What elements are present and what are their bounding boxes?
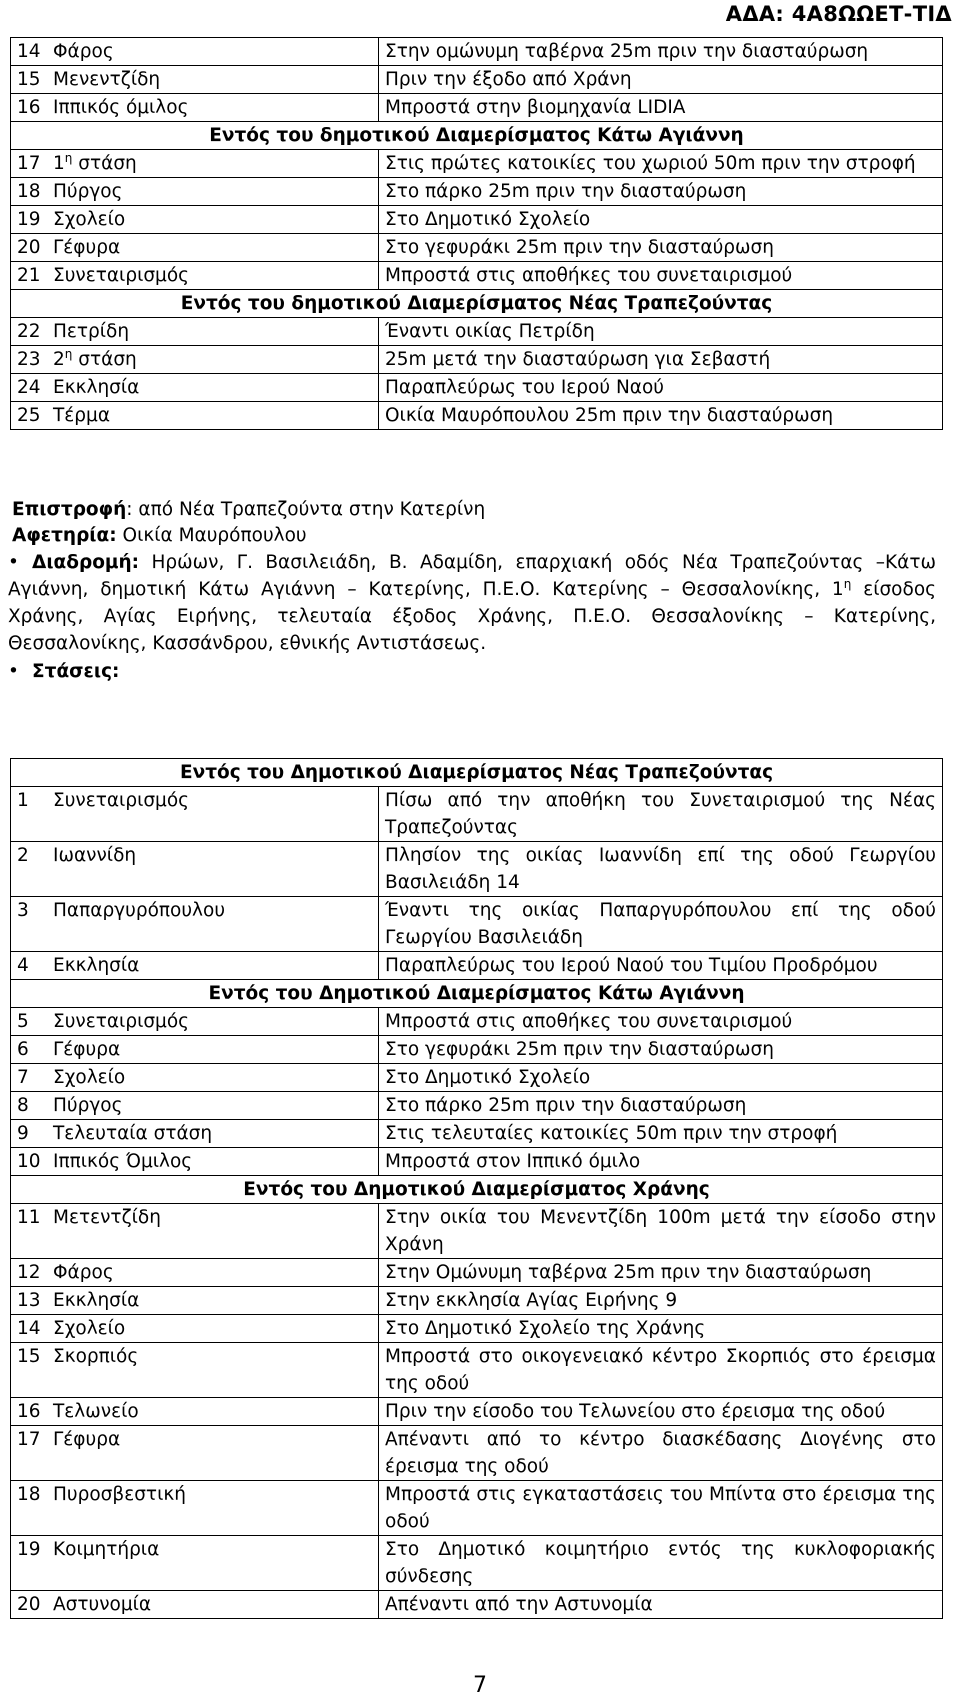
table-row (11, 94, 943, 122)
stop-number: 2 (17, 845, 29, 866)
stop-location: Στις πρώτες κατοικίες του χωριού 50m πριν την στροφή (379, 150, 943, 178)
stop-location: Παραπλεύρως του Ιερού Ναού του Τιμίου Προδρόμου (379, 952, 943, 980)
stop-cell (11, 402, 379, 430)
stop-name: Εκκλησία (53, 1290, 140, 1311)
stop-number: 23 (17, 349, 41, 370)
table-row (11, 206, 943, 234)
stop-number: 22 (17, 321, 41, 342)
page-number: 7 (473, 1673, 487, 1698)
stop-number: 14 (17, 1318, 41, 1339)
stop-location: Στο γεφυράκι 25m πριν την διασταύρωση (379, 234, 943, 262)
table-row (11, 842, 943, 897)
stop-location: Στο γεφυράκι 25m πριν την διασταύρωση (379, 1036, 943, 1064)
table-row (11, 178, 943, 206)
stop-cell (11, 1287, 379, 1315)
stops-table-return (10, 758, 943, 1619)
stop-cell (11, 1008, 379, 1036)
stop-cell (11, 38, 379, 66)
stop-number: 18 (17, 1484, 41, 1505)
stop-name: Σχολείο (53, 1318, 126, 1339)
stop-location: Πλησίον της οικίας Ιωαννίδη επί της οδού Γεωργίου Βασιλειάδη 14 (379, 842, 943, 897)
stop-cell (11, 1120, 379, 1148)
return-line (12, 497, 934, 523)
stop-cell (11, 952, 379, 980)
stop-number: 20 (17, 1594, 41, 1615)
stop-location: Παραπλεύρως του Ιερού Ναού (379, 374, 943, 402)
stop-cell (11, 842, 379, 897)
stop-cell (11, 66, 379, 94)
stop-name: Γέφυρα (53, 1429, 121, 1450)
stop-name: $2^\eta$ στάση (53, 346, 137, 370)
stop-number: 16 (17, 1401, 41, 1422)
stop-number: 16 (17, 97, 41, 118)
stop-location: Στις τελευταίες κατοικίες 50m πριν την στροφή (379, 1120, 943, 1148)
stop-cell (11, 206, 379, 234)
stop-location: Μπροστά στις αποθήκες του συνεταιρισμού (379, 262, 943, 290)
stop-number: 3 (17, 900, 29, 921)
stop-location: Πίσω από την αποθήκη του Συνεταιρισμού της Νέας Τραπεζούντας (379, 787, 943, 842)
stop-name: Εκκλησία (53, 377, 140, 398)
table-row (11, 234, 943, 262)
stop-location: Πριν την έξοδο από Χράνη (379, 66, 943, 94)
stop-location: Στην οικία του Μενεντζίδη 100m μετά την είσοδο στην Χράνη (379, 1204, 943, 1259)
stop-number: 6 (17, 1039, 29, 1060)
stop-number: 17 (17, 1429, 41, 1450)
section-heading-row (11, 122, 943, 150)
stop-cell (11, 787, 379, 842)
stops-table-outbound (10, 37, 943, 430)
section-heading-row (11, 290, 943, 318)
table-row (11, 1343, 943, 1398)
stop-name: Γέφυρα (53, 237, 121, 258)
stop-location: Μπροστά στο οικογενειακό κέντρο Σκορπιός στο έρεισμα της οδού (379, 1343, 943, 1398)
bullet-icon: • (8, 661, 19, 682)
stop-cell (11, 346, 379, 374)
route-text: Ηρώων, Γ. Βασιλειάδη, Β. Αδαμίδη, επαρχιακή οδός Νέα Τραπεζούντας –Κάτω Αγιάννη, δημοτική Κάτω Αγιάννη – Κατερίνης, Π.Ε.Ο. Κατερίνης – Θεσσαλονίκης, $1^\eta$ είσοδος Χράνης, Αγίας Ειρήνης, τελευταία έξοδος Χράνης, Π.Ε.Ο. Θεσσαλονίκης – Κατερίνης, Θεσσαλονίκης, Κασσάνδρου, εθνικής Αντιστάσεως. (8, 552, 936, 654)
table-row (11, 1064, 943, 1092)
table-row (11, 952, 943, 980)
stop-cell (11, 150, 379, 178)
stop-cell (11, 1315, 379, 1343)
stop-name: Φάρος (53, 1262, 114, 1283)
stop-location: Στο Δημοτικό κοιμητήριο εντός της κυκλοφοριακής σύνδεσης (379, 1536, 943, 1591)
stop-number: 19 (17, 1539, 41, 1560)
stop-cell (11, 897, 379, 952)
table-row (11, 897, 943, 952)
route-label: Διαδρομή: (32, 552, 140, 573)
stop-number: 7 (17, 1067, 29, 1088)
stop-number: 5 (17, 1011, 29, 1032)
table-row (11, 1287, 943, 1315)
stop-location: Απέναντι από το κέντρο διασκέδασης Διογένης στο έρεισμα της οδού (379, 1426, 943, 1481)
stop-location: Στην Ομώνυμη ταβέρνα 25m πριν την διασταύρωση (379, 1259, 943, 1287)
table-row (11, 1259, 943, 1287)
stop-location: Στο Δημοτικό Σχολείο της Χράνης (379, 1315, 943, 1343)
stop-location: Μπροστά στις εγκαταστάσεις του Μπίντα στο έρεισμα της οδού (379, 1481, 943, 1536)
stop-number: 1 (17, 790, 29, 811)
start-text: Οικία Μαυρόπουλου (116, 525, 307, 546)
bullet-icon: • (8, 552, 19, 573)
stop-name: Πυροσβεστική (53, 1484, 186, 1505)
stops-label: Στάσεις: (32, 661, 120, 682)
stop-cell (11, 1259, 379, 1287)
table-row (11, 150, 943, 178)
stop-number: 14 (17, 41, 41, 62)
stop-number: 24 (17, 377, 41, 398)
route-paragraph (8, 549, 936, 657)
stop-name: Σχολείο (53, 209, 126, 230)
table-row (11, 1120, 943, 1148)
stop-name: $1^\eta$ στάση (53, 150, 137, 174)
stop-number: 10 (17, 1151, 41, 1172)
stop-location: Οικία Μαυρόπουλου 25m πριν την διασταύρωση (379, 402, 943, 430)
stop-number: 25 (17, 405, 41, 426)
stop-location: Απέναντι από την Αστυνομία (379, 1591, 943, 1619)
stop-name: Φάρος (53, 41, 114, 62)
stop-cell (11, 1591, 379, 1619)
table-row (11, 1148, 943, 1176)
stop-location: Πριν την είσοδο του Τελωνείου στο έρεισμα της οδού (379, 1398, 943, 1426)
stop-cell (11, 178, 379, 206)
stop-number: 19 (17, 209, 41, 230)
stop-number: 20 (17, 237, 41, 258)
stop-cell (11, 1426, 379, 1481)
stop-cell (11, 1343, 379, 1398)
stop-name: Πετρίδη (53, 321, 130, 342)
table-row (11, 1426, 943, 1481)
stop-cell (11, 1092, 379, 1120)
stop-cell (11, 318, 379, 346)
table-row (11, 1036, 943, 1064)
return-text: : από Νέα Τραπεζούντα στην Κατερίνη (126, 499, 486, 520)
stop-name: Τελωνείο (53, 1401, 139, 1422)
stop-name: Συνεταιρισμός (53, 790, 189, 811)
stop-location: Στην ομώνυμη ταβέρνα 25m πριν την διασταύρωση (379, 38, 943, 66)
stop-name: Συνεταιρισμός (53, 265, 189, 286)
stop-location: Έναντι της οικίας Παπαργυρόπουλου επί της οδού Γεωργίου Βασιλειάδη (379, 897, 943, 952)
stop-name: Σχολείο (53, 1067, 126, 1088)
stop-cell (11, 1398, 379, 1426)
table-row (11, 346, 943, 374)
stop-name: Ιππικός Όμιλος (53, 1151, 193, 1172)
stop-number: 15 (17, 1346, 41, 1367)
section-heading: Εντός του δημοτικού Διαμερίσματος Κάτω Αγιάννη (11, 122, 943, 150)
stop-name: Μετεντζίδη (53, 1207, 161, 1228)
table-row (11, 1591, 943, 1619)
stop-name: Γέφυρα (53, 1039, 121, 1060)
stop-name: Σκορπιός (53, 1346, 139, 1367)
table-row (11, 1481, 943, 1536)
start-label: Αφετηρία: (12, 525, 117, 546)
stop-name: Εκκλησία (53, 955, 140, 976)
stop-name: Παπαργυρόπουλου (53, 900, 226, 921)
table-row (11, 66, 943, 94)
stop-location: Μπροστά στον Ιππικό όμιλο (379, 1148, 943, 1176)
section-heading: Εντός του δημοτικού Διαμερίσματος Νέας Τραπεζούντας (11, 290, 943, 318)
stop-name: Ιππικός όμιλος (53, 97, 189, 118)
stop-cell (11, 1204, 379, 1259)
stop-number: 4 (17, 955, 29, 976)
table-row (11, 1315, 943, 1343)
stop-number: 12 (17, 1262, 41, 1283)
stop-location: Στην εκκλησία Αγίας Ειρήνης 9 (379, 1287, 943, 1315)
stop-cell (11, 234, 379, 262)
stop-number: 17 (17, 153, 41, 174)
section-heading-row (11, 980, 943, 1008)
stop-name: Πύργος (53, 1095, 123, 1116)
stop-number: 8 (17, 1095, 29, 1116)
stop-location: Μπροστά στις αποθήκες του συνεταιρισμού (379, 1008, 943, 1036)
stop-cell (11, 1536, 379, 1591)
table-row (11, 402, 943, 430)
stop-cell (11, 262, 379, 290)
stop-cell (11, 1148, 379, 1176)
table-row (11, 1092, 943, 1120)
table-row (11, 787, 943, 842)
stop-cell (11, 1064, 379, 1092)
table-row (11, 1204, 943, 1259)
table-row (11, 374, 943, 402)
stop-name: Μενεντζίδη (53, 69, 161, 90)
stop-name: Τέρμα (53, 405, 111, 426)
stops-heading (8, 658, 936, 685)
return-label: Επιστροφή (12, 499, 127, 520)
stop-number: 18 (17, 181, 41, 202)
table-row (11, 1008, 943, 1036)
stop-cell (11, 374, 379, 402)
stop-location: 25m μετά την διασταύρωση για Σεβαστή (379, 346, 943, 374)
section-heading: Εντός του Δημοτικού Διαμερίσματος Χράνης (11, 1176, 943, 1204)
stop-name: Συνεταιρισμός (53, 1011, 189, 1032)
stop-name: Αστυνομία (53, 1594, 152, 1615)
ada-code: ΑΔΑ: 4Α8ΩΩΕΤ-ΤΙΔ (725, 2, 952, 26)
table-row (11, 1398, 943, 1426)
table-row (11, 262, 943, 290)
section-heading-row (11, 759, 943, 787)
stop-cell (11, 1481, 379, 1536)
stop-name: Κοιμητήρια (53, 1539, 160, 1560)
stop-cell (11, 1036, 379, 1064)
stop-number: 9 (17, 1123, 29, 1144)
stop-number: 11 (17, 1207, 41, 1228)
stop-number: 15 (17, 69, 41, 90)
stop-number: 13 (17, 1290, 41, 1311)
section-heading: Εντός του Δημοτικού Διαμερίσματος Νέας Τραπεζούντας (11, 759, 943, 787)
section-heading: Εντός του Δημοτικού Διαμερίσματος Κάτω Αγιάννη (11, 980, 943, 1008)
stop-cell (11, 94, 379, 122)
start-line (12, 523, 934, 549)
table-row (11, 318, 943, 346)
stop-name: Πύργος (53, 181, 123, 202)
table-row (11, 1536, 943, 1591)
stop-location: Μπροστά στην βιομηχανία LIDIA (379, 94, 943, 122)
stop-number: 21 (17, 265, 41, 286)
section-heading-row (11, 1176, 943, 1204)
stop-name: Ιωαννίδη (53, 845, 137, 866)
stop-location: Στο πάρκο 25m πριν την διασταύρωση (379, 1092, 943, 1120)
stop-location: Έναντι οικίας Πετρίδη (379, 318, 943, 346)
stop-location: Στο πάρκο 25m πριν την διασταύρωση (379, 178, 943, 206)
stop-name: Τελευταία στάση (53, 1123, 213, 1144)
stop-location: Στο Δημοτικό Σχολείο (379, 1064, 943, 1092)
stop-location: Στο Δημοτικό Σχολείο (379, 206, 943, 234)
table-row (11, 38, 943, 66)
